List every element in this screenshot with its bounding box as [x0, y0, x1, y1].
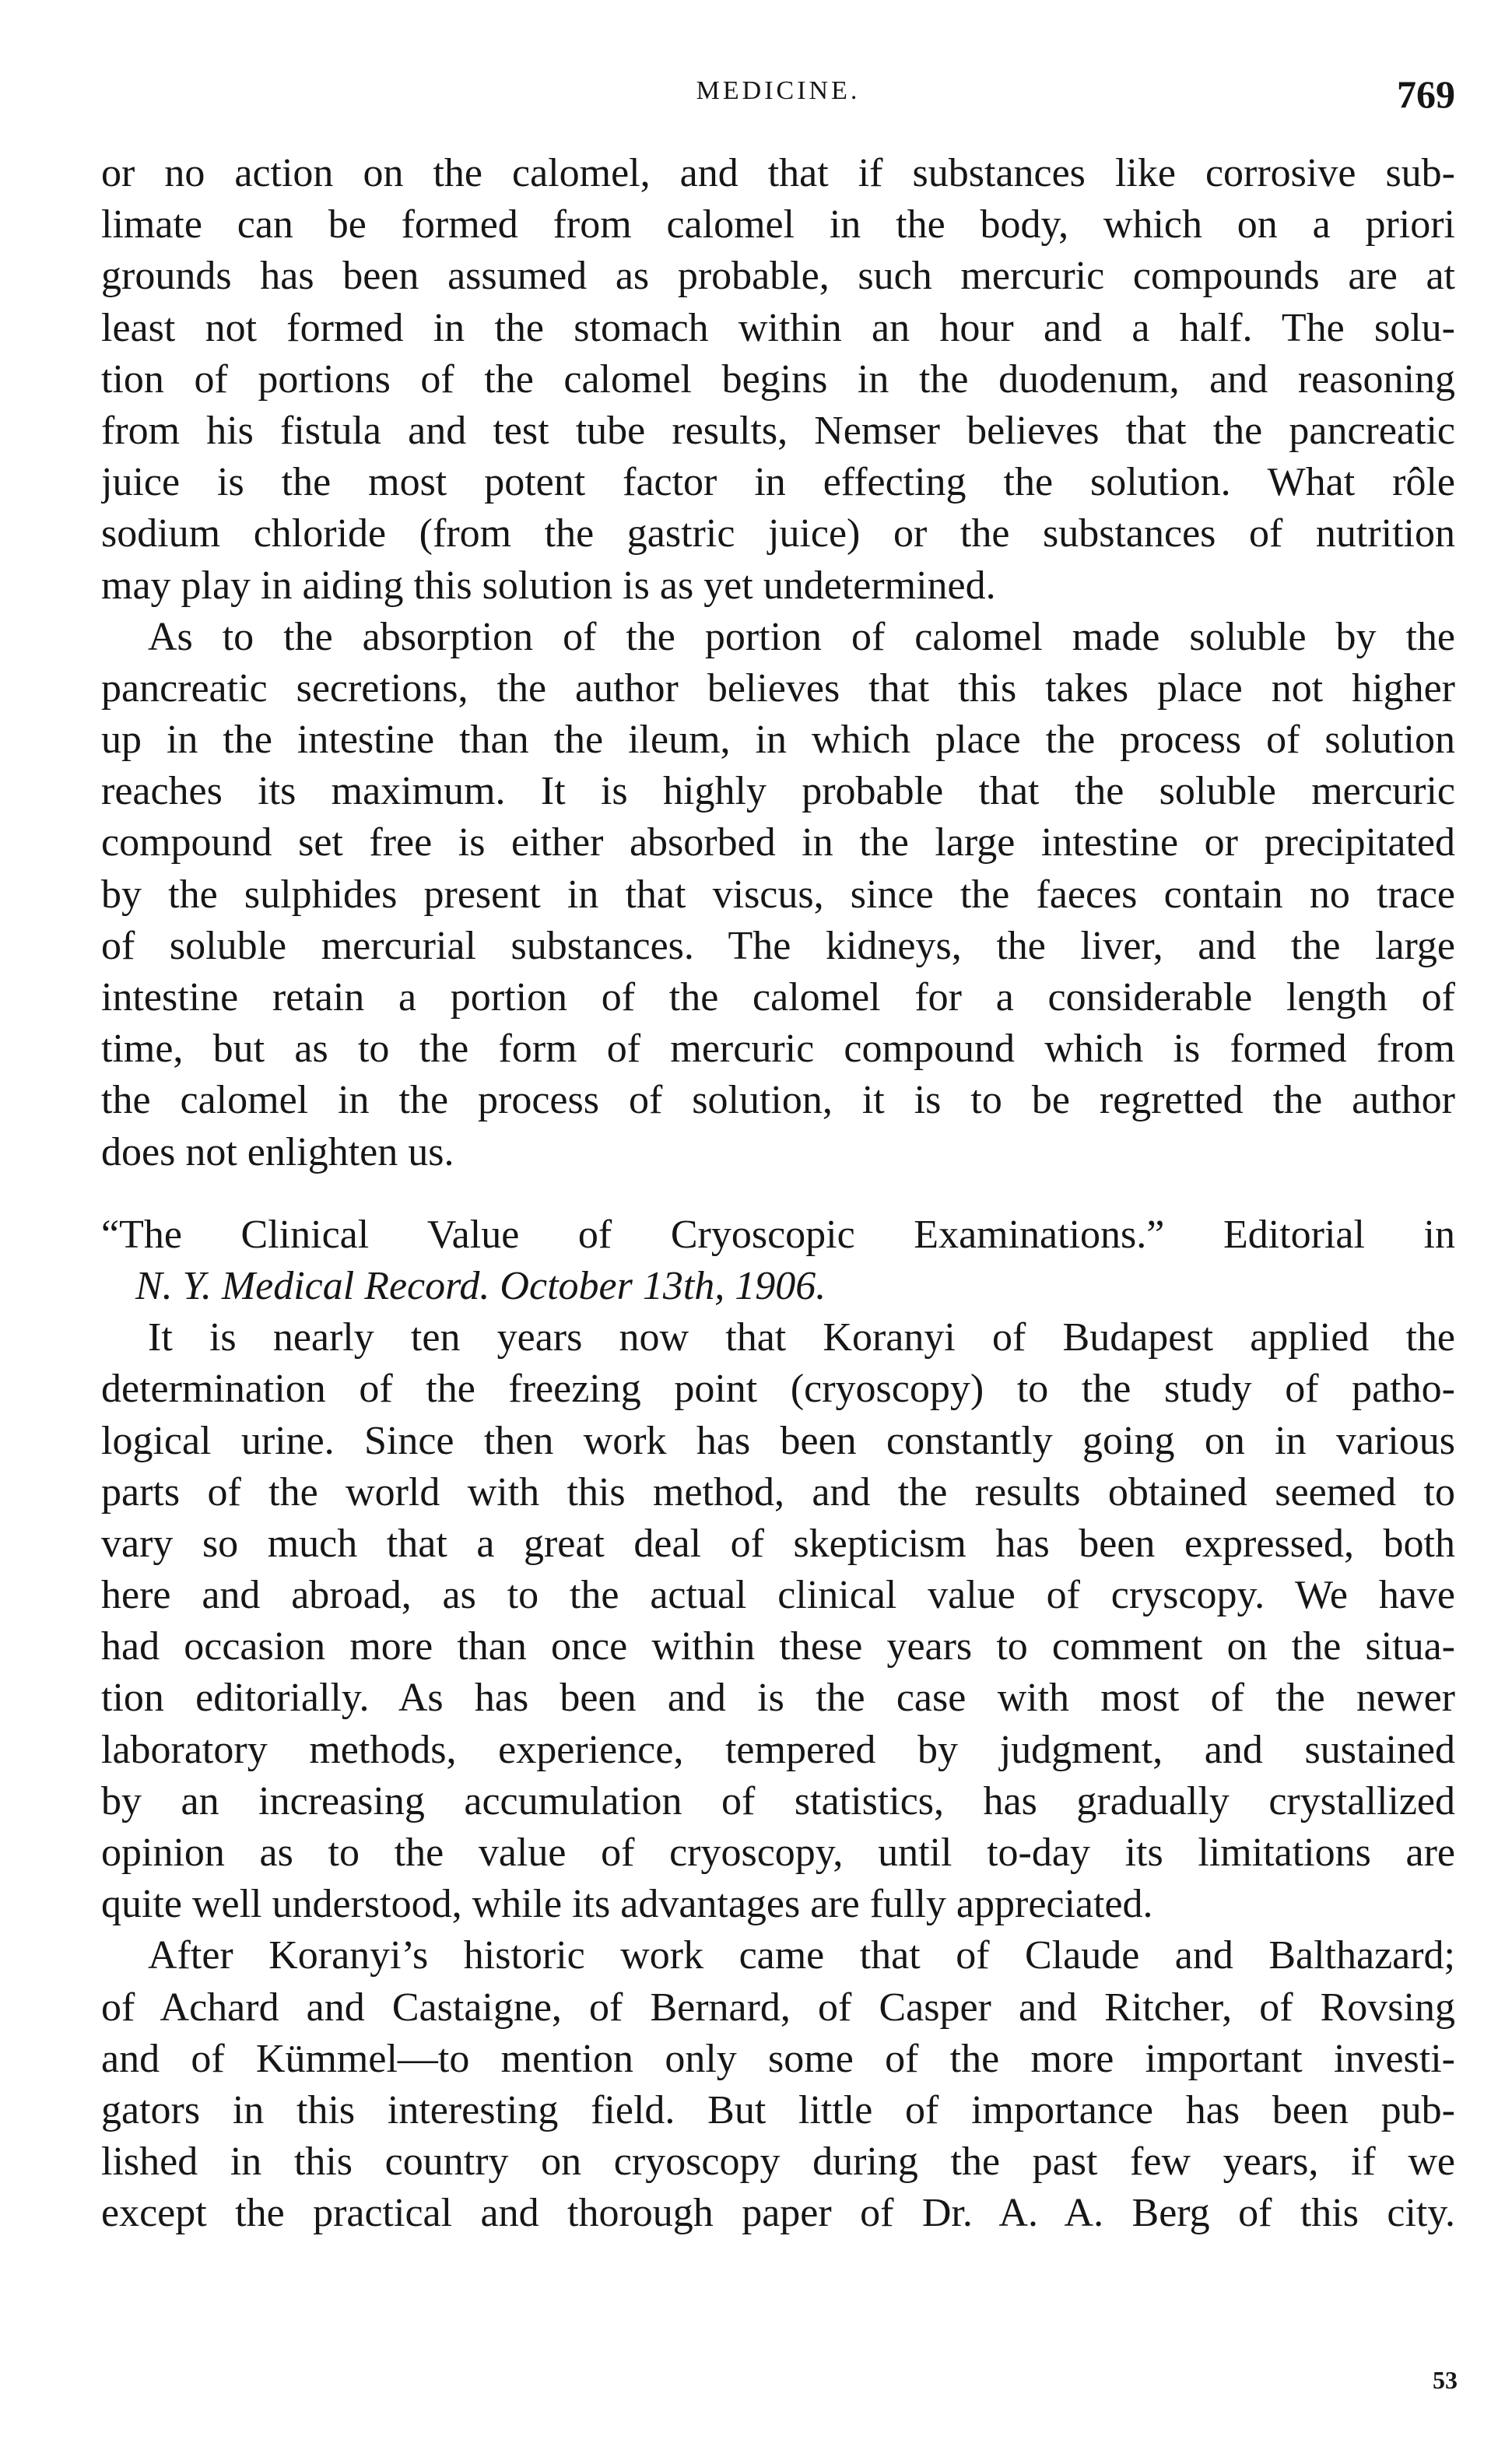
text-line: limate can be formed from calomel in the body, which on a priori	[101, 202, 1455, 247]
paragraph-cryoscopy	[101, 1312, 1455, 1930]
text-line: least not formed in the stomach within an hour and a half. The solu-	[101, 305, 1455, 350]
running-head	[101, 72, 1455, 118]
text-line: vary so much that a great deal of skepticism has been expressed, both	[101, 1521, 1455, 1566]
paragraph-absorption	[101, 612, 1455, 1178]
text-line: pancreatic secretions, the author believes that this takes place not higher	[101, 665, 1455, 711]
text-line: time, but as to the form of mercuric compound which is formed from	[101, 1027, 1455, 1072]
text-line: opinion as to the value of cryoscopy, until to-day its limitations are	[101, 1830, 1455, 1875]
text-line: of soluble mercurial substances. The kidneys, the liver, and the large	[101, 923, 1455, 968]
text-line: It is nearly ten years now that Koranyi of Budapest applied the	[148, 1315, 1455, 1360]
running-title: MEDICINE.	[696, 76, 861, 105]
text-line: from his fistula and test tube results, Nemser believes that the pancreatic	[101, 408, 1455, 453]
page-number: 769	[1397, 72, 1455, 116]
text-line: had occasion more than once within these years to comment on the situa-	[101, 1624, 1455, 1669]
text-line: laboratory methods, experience, tempered by judgment, and sustained	[101, 1727, 1455, 1772]
text-line: quite well understood, while its advantages are fully appreciated.	[101, 1882, 1153, 1927]
paragraph-investigators	[101, 1930, 1455, 2239]
text-line: lished in this country on cryoscopy during the past few years, if we	[101, 2139, 1455, 2185]
text-line: reaches its maximum. It is highly probable that the soluble mercuric	[101, 769, 1455, 814]
text-line: tion of portions of the calomel begins in the duodenum, and reasoning	[101, 356, 1455, 402]
text-line: tion editorially. As has been and is the case with most of the newer	[101, 1676, 1455, 1721]
text-line: gators in this interesting field. But little of importance has been pub-	[101, 2087, 1455, 2132]
text-line: After Koranyi’s historic work came that of Claude and Balthazard;	[148, 1933, 1455, 1978]
text-line: of Achard and Castaigne, of Bernard, of Casper and Ritcher, of Rovsing	[101, 1985, 1455, 2030]
text-line: intestine retain a portion of the calomel for a considerable length of	[101, 975, 1455, 1020]
text-line: and of Kümmel—to mention only some of the more important investi-	[101, 2036, 1455, 2081]
text-line: by an increasing accumulation of statistics, has gradually crystallized	[101, 1778, 1455, 1823]
text-line: here and abroad, as to the actual clinical value of cryscopy. We have	[101, 1573, 1455, 1618]
paragraph-calomel-solution	[101, 148, 1455, 612]
text-line: logical urine. Since then work has been constantly going on in various	[101, 1418, 1455, 1463]
text-line: As to the absorption of the portion of calomel made soluble by the	[148, 614, 1455, 659]
text-line: up in the intestine than the ileum, in which place the process of solution	[101, 718, 1455, 763]
text-line: may play in aiding this solution is as yet undetermined.	[101, 563, 996, 608]
body-text	[101, 148, 1455, 2240]
text-line: by the sulphides present in that viscus, since the faeces contain no trace	[101, 872, 1455, 917]
text-line: or no action on the calomel, and that if substances like corrosive sub-	[101, 151, 1455, 195]
text-line: does not enlighten us.	[101, 1129, 454, 1174]
text-line: sodium chloride (from the gastric juice) or the substances of nutrition	[101, 511, 1455, 556]
printer-signature-mark: 53	[1433, 2366, 1458, 2394]
text-line: determination of the freezing point (cryoscopy) to the study of patho-	[101, 1367, 1455, 1412]
text-line: juice is the most potent factor in effecting the solution. What rôle	[101, 460, 1455, 505]
citation-heading	[101, 1209, 1455, 1312]
text-line: grounds has been assumed as probable, such mercuric compounds are at	[101, 254, 1455, 299]
text-line: compound set free is either absorbed in the large intestine or precipitated	[101, 820, 1455, 865]
text-line: the calomel in the process of solution, it is to be regretted the author	[101, 1078, 1455, 1123]
citation-source: N. Y. Medical Record. October 13th, 1906.	[135, 1263, 826, 1308]
text-line: except the practical and thorough paper of Dr. A. A. Berg of this city.	[101, 2191, 1455, 2236]
citation-title: “The Clinical Value of Cryoscopic Examinations.” Editorial in	[101, 1212, 1455, 1257]
text-line: parts of the world with this method, and the results obtained seemed to	[101, 1469, 1455, 1515]
section-gap	[101, 1178, 1455, 1209]
